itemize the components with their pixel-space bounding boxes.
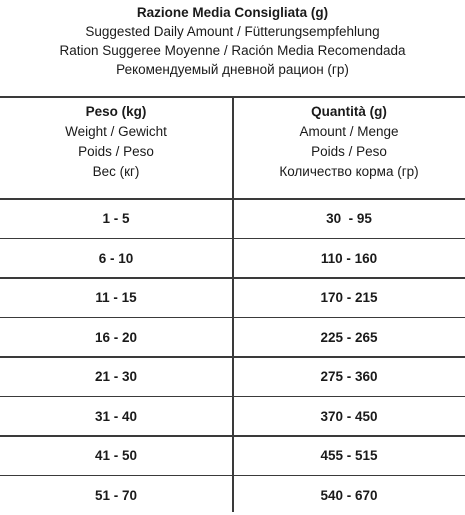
weight-cell: 21 - 30 xyxy=(94,369,138,384)
column-header-amount xyxy=(233,96,465,198)
amount-cell: 455 - 515 xyxy=(320,448,378,463)
column-subtitle: Weight / Gewicht xyxy=(65,124,167,139)
weight-cell: 41 - 50 xyxy=(94,448,138,463)
amount-cell: 225 - 265 xyxy=(320,329,378,345)
column-title-weight: Peso (kg) xyxy=(85,104,147,119)
weight-cell: 1 - 5 xyxy=(102,211,130,226)
table-header xyxy=(0,0,465,96)
weight-cell: 11 - 15 xyxy=(95,290,137,305)
column-subtitle: Poids / Peso xyxy=(311,144,387,159)
page-title: Razione Media Consigliata (g) xyxy=(136,5,329,20)
amount-cell: 30 - 95 xyxy=(326,211,372,226)
amount-cell: 370 - 450 xyxy=(320,408,378,424)
column-subtitle: Poids / Peso xyxy=(78,144,154,159)
column-subtitle: Amount / Menge xyxy=(299,124,399,139)
weight-cell: 31 - 40 xyxy=(94,408,138,424)
amount-cell: 110 - 160 xyxy=(320,250,378,266)
amount-cell: 170 - 215 xyxy=(320,290,378,305)
weight-cell: 16 - 20 xyxy=(94,329,138,345)
subtitle-russian: Рекомендуемый дневной рацион (гр) xyxy=(116,62,349,77)
subtitle-english-german: Suggested Daily Amount / Fütterungsempfehlung xyxy=(85,24,380,39)
weight-cell: 6 - 10 xyxy=(98,250,134,266)
weight-cell: 51 - 70 xyxy=(94,487,138,503)
amount-cell: 275 - 360 xyxy=(320,369,378,384)
amount-cell: 540 - 670 xyxy=(320,487,378,503)
subtitle-french-spanish: Ration Suggeree Moyenne / Ración Media Recomendada xyxy=(59,43,406,58)
column-subtitle: Количество корма (гр) xyxy=(279,164,419,179)
column-title-amount: Quantità (g) xyxy=(311,104,387,119)
column-subtitle: Вес (кг) xyxy=(92,164,140,179)
column-header-weight xyxy=(0,96,232,198)
